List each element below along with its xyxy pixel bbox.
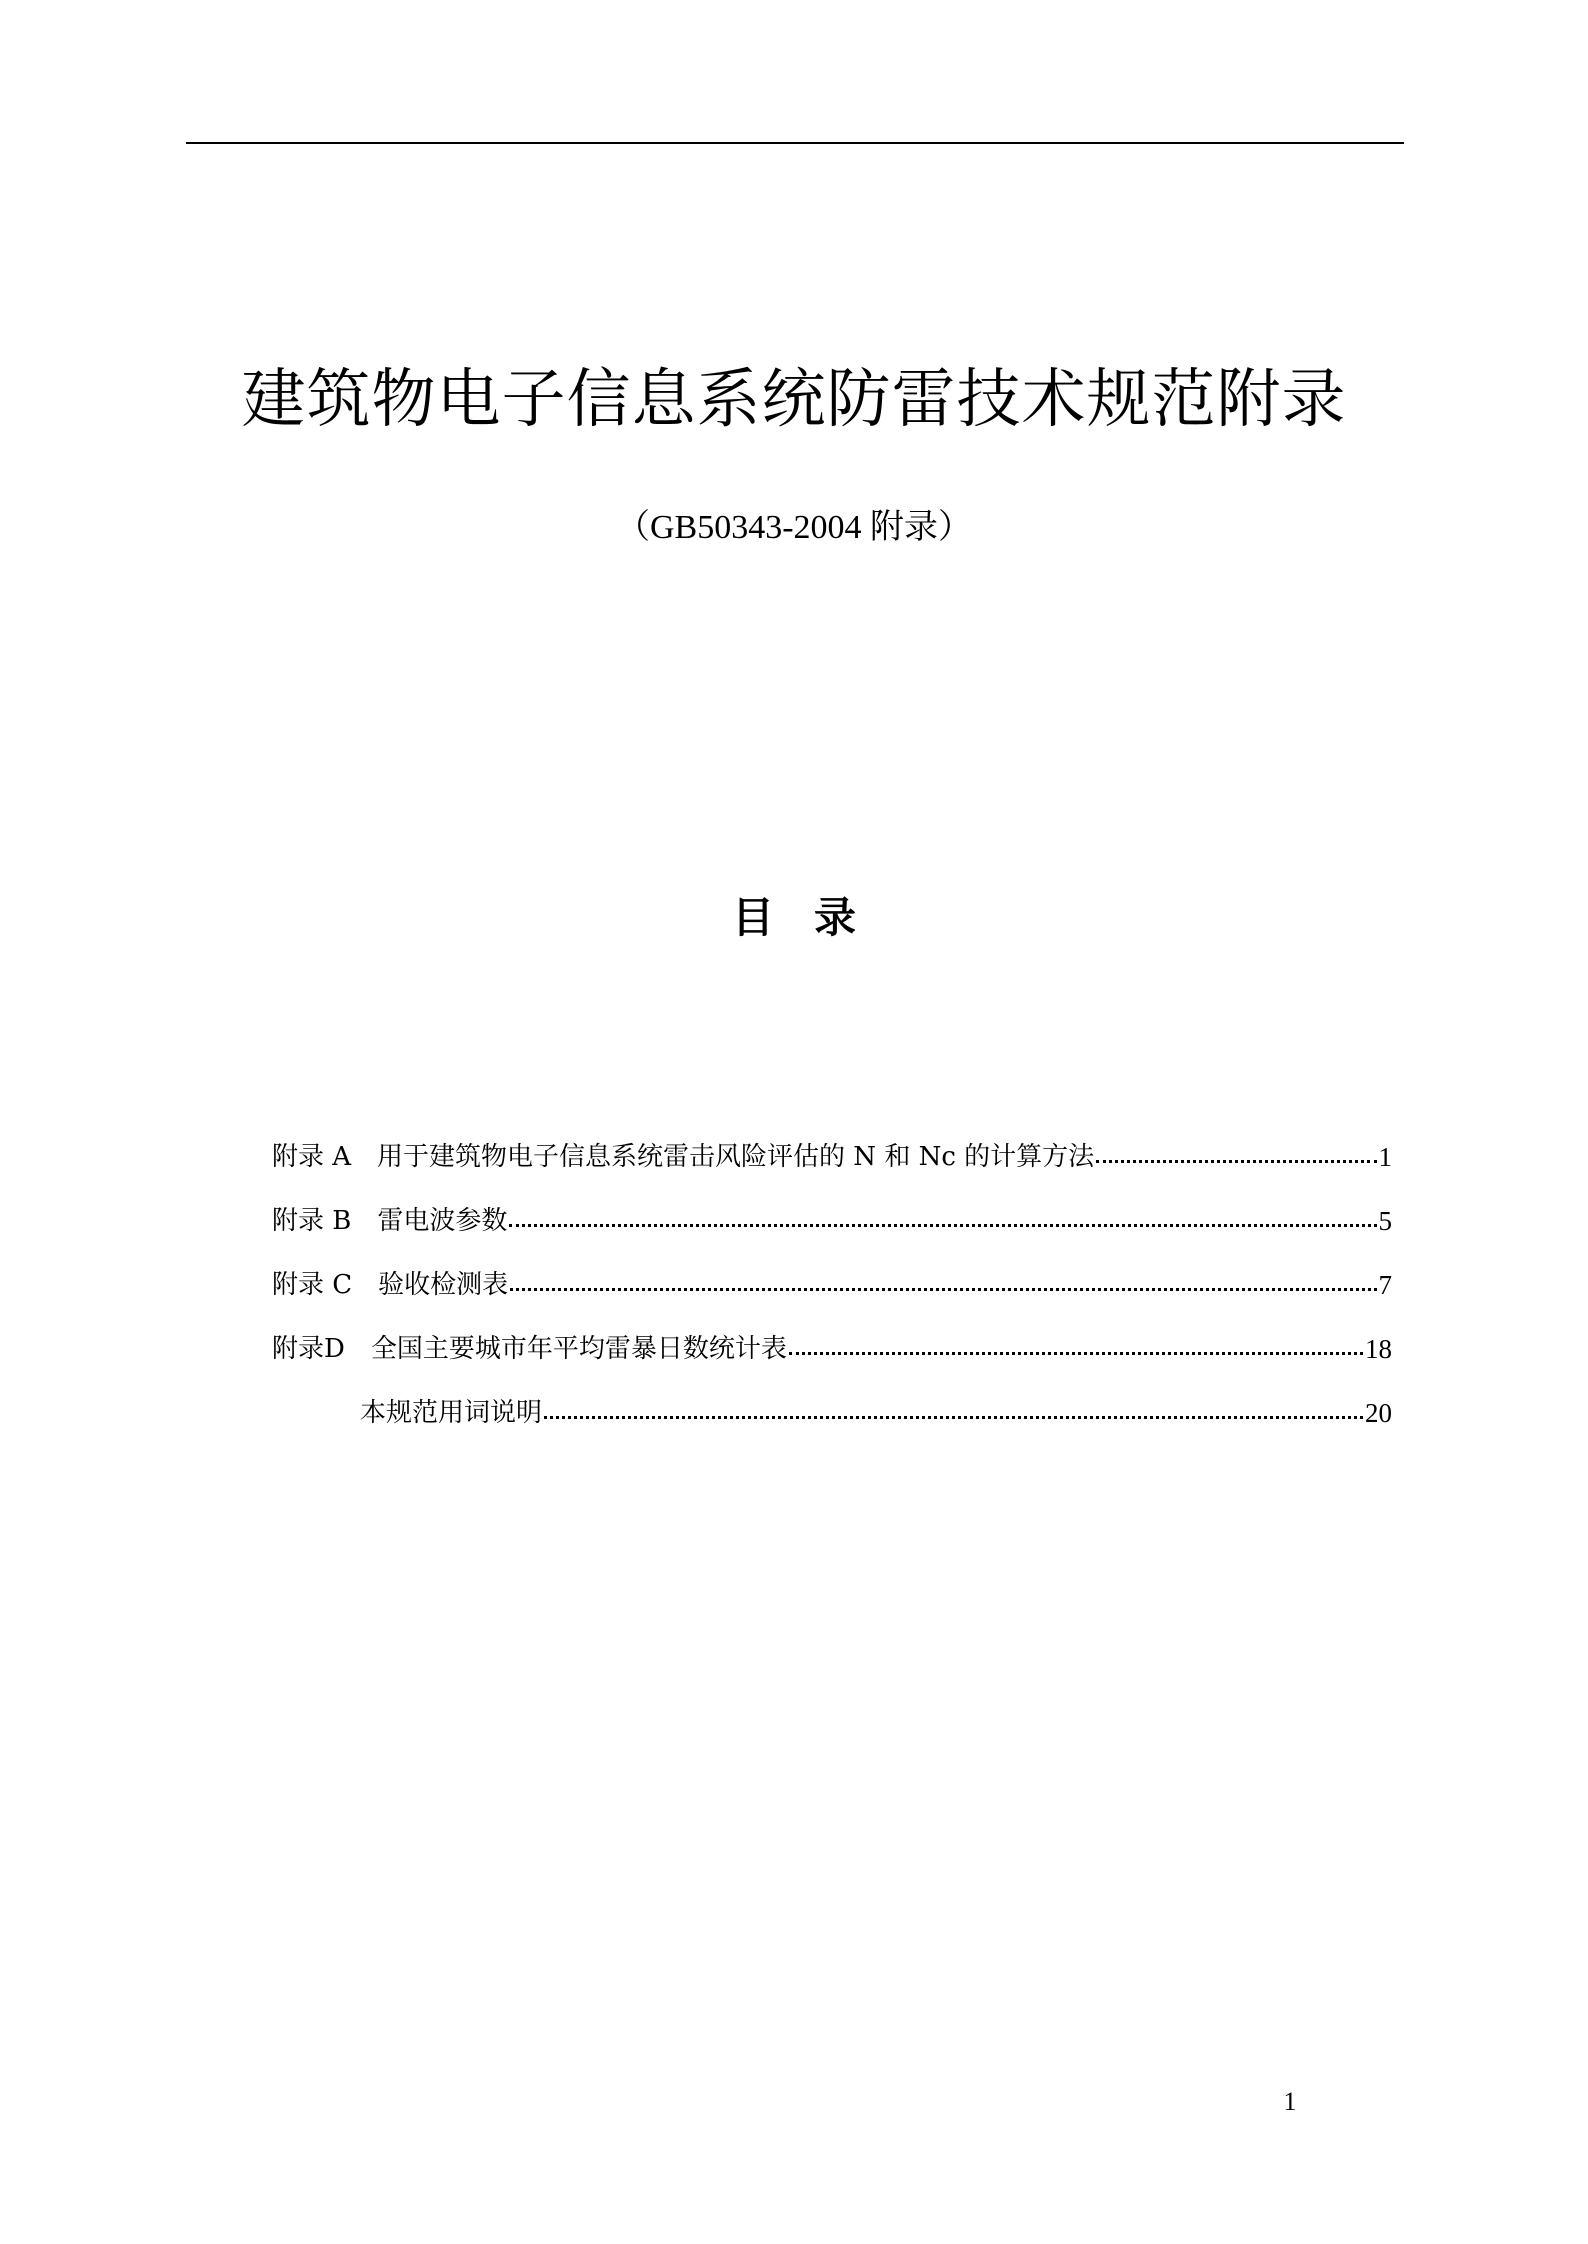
toc-dot-leader	[510, 1288, 1376, 1291]
toc-entry-prefix: 附录 C	[272, 1270, 353, 1300]
toc-entry-appendix-c[interactable]	[272, 1253, 1392, 1317]
table-of-contents	[272, 1125, 1392, 1445]
toc-dot-leader	[789, 1352, 1363, 1355]
page-number: 1	[1283, 2087, 1297, 2116]
toc-entry-page: 20	[1365, 1398, 1392, 1428]
toc-entry-title: 全国主要城市年平均雷暴日数统计表	[370, 1334, 787, 1364]
toc-entry-page: 1	[1378, 1142, 1392, 1172]
toc-entry-appendix-b[interactable]	[272, 1189, 1392, 1253]
toc-entry-title: 验收检测表	[378, 1270, 509, 1300]
toc-dot-leader	[1096, 1160, 1376, 1163]
toc-entry-appendix-d[interactable]	[272, 1317, 1392, 1381]
toc-entry-appendix-a[interactable]	[272, 1125, 1392, 1189]
toc-entry-page: 7	[1378, 1270, 1392, 1300]
toc-dot-leader	[544, 1416, 1363, 1419]
header-rule	[186, 142, 1404, 144]
toc-entry-title: 雷电波参数	[377, 1206, 508, 1236]
document-title: 建筑物电子信息系统防雷技术规范附录	[241, 363, 1347, 437]
toc-entry-prefix: 附录D	[272, 1334, 345, 1364]
document-subtitle: （GB50343-2004 附录）	[615, 509, 973, 546]
toc-entry-prefix: 附录 B	[272, 1206, 352, 1236]
toc-entry-title: 用于建筑物电子信息系统雷击风险评估的 N 和 Nc 的计算方法	[377, 1142, 1095, 1172]
toc-entry-terminology[interactable]	[272, 1381, 1392, 1445]
toc-entry-prefix: 附录 A	[272, 1142, 352, 1172]
toc-heading: 目录	[731, 893, 896, 942]
toc-dot-leader	[509, 1224, 1376, 1227]
toc-entry-page: 18	[1365, 1334, 1392, 1364]
toc-entry-page: 5	[1378, 1206, 1392, 1236]
toc-entry-title: 本规范用词说明	[360, 1398, 543, 1428]
